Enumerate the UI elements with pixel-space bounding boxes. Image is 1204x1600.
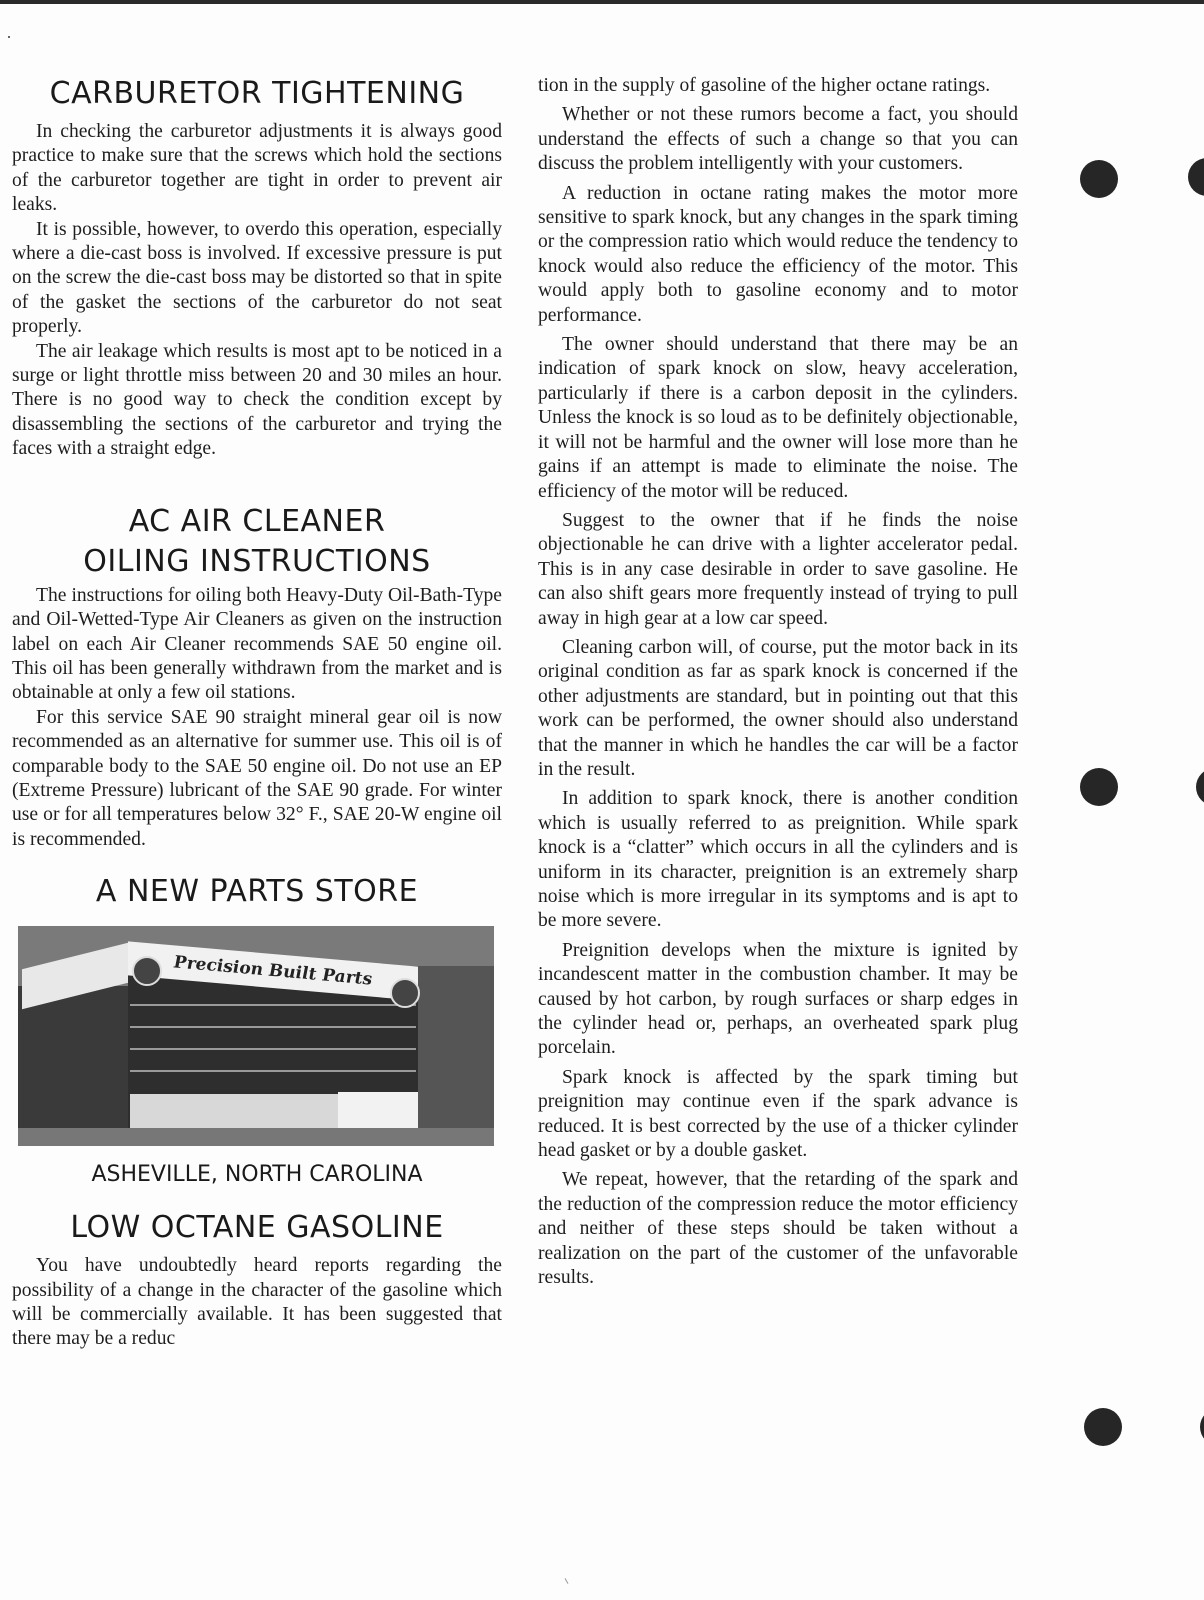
paragraph: Suggest to the owner that if he finds the noise objectionable he can drive with a lighter accelerator pedal. This is in any case desirable in order to save gasoline. He can also shift gears more frequently instead of trying to pull away in high gear at a low car speed. bbox=[538, 509, 1018, 629]
paragraph: The air leakage which results is most apt to be noticed in a surge or light throttle miss between 20 and 30 miles an hour. There is no good way to check the condition except by disassembling the sections of the carburetor and trying the faces with a straight edge. bbox=[12, 340, 502, 460]
photo-shelf bbox=[130, 1048, 416, 1050]
binder-hole-icon bbox=[1080, 768, 1118, 806]
paragraph: Spark knock is affected by the spark timing but preignition may continue even if the spark advance is reduced. It is best corrected by the use of a thicker cylinder head gasket or by a double gasket. bbox=[538, 1066, 1018, 1162]
binder-hole-edge-icon bbox=[1196, 768, 1204, 806]
binder-hole-edge-icon bbox=[1200, 1408, 1204, 1446]
paragraph: A reduction in octane rating makes the motor more sensitive to spark knock, but any changes in the spark timing or the compression ratio which would reduce the tendency to knock would also reduce the efficiency of the motor. This would apply both to gasoline economy and to motor performance. bbox=[538, 182, 1018, 326]
photo-caption: ASHEVILLE, NORTH CAROLINA bbox=[91, 1162, 423, 1188]
parts-store-photo bbox=[18, 926, 494, 1146]
photo-shelf bbox=[130, 1026, 416, 1028]
paragraph: The instructions for oiling both Heavy-Duty Oil-Bath-Type and Oil-Wetted-Type Air Cleaners as given on the instruction label on each Air Cleaner recommends SAE 50 engine oil. This oil has been generally withdrawn from the market and is obtainable at only a few oil stations. bbox=[12, 584, 502, 704]
heading-line-1: AC AIR CLEANER bbox=[128, 503, 386, 539]
heading-ac-air-cleaner bbox=[12, 502, 502, 582]
section-carburetor-tightening bbox=[12, 74, 502, 462]
photo-booth-side bbox=[18, 986, 128, 1136]
scan-speck bbox=[8, 36, 10, 38]
right-column bbox=[538, 74, 1018, 1296]
photo-sign: Precision Built Parts bbox=[128, 941, 418, 1000]
paragraph: We repeat, however, that the retarding of the spark and the reduction of the compression reduce the motor efficiency and neither of these steps should be taken without a realization on the part of the customer of the unfavorable results. bbox=[538, 1169, 1018, 1289]
heading-new-parts-store: A NEW PARTS STORE bbox=[95, 874, 419, 910]
heading-carburetor-tightening: CARBURETOR TIGHTENING bbox=[49, 76, 465, 111]
page-top-edge bbox=[0, 0, 1204, 4]
paragraph: The owner should understand that there may be an indication of spark knock on slow, heavy acceleration, particularly if there is a carbon deposit in the cylinders. Unless the knock is so loud as to be definitely objectionable, it will not be harmful and the owner will lose more than he gains if an attempt is made to eliminate the noise. The efficiency of the motor will be reduced. bbox=[538, 334, 1018, 502]
photo-shelf bbox=[130, 1070, 416, 1072]
globe-emblem-icon bbox=[132, 956, 162, 986]
paragraph: For this service SAE 90 straight mineral gear oil is now recommended as an alternative for summer use. This oil is of comparable body to the SAE 50 engine oil. Do not use an EP (Extreme Pressure) lubricant of the SAE 90 grade. For winter use or for all temperatures below 32° F., SAE 20-W engine oil is recommended. bbox=[12, 706, 502, 850]
section-low-octane-gasoline bbox=[12, 1208, 502, 1352]
paragraph-continuation: tion in the supply of gasoline of the higher octane ratings. bbox=[538, 75, 991, 96]
paragraph: Preignition develops when the mixture is ignited by incandescent matter in the combustion chamber. It may be caused by hot carbon, by rough surfaces or sharp edges in the cylinder head or, perhaps, an overheated spark plug porcelain. bbox=[538, 939, 1018, 1059]
paragraph: You have undoubtedly heard reports regarding the possibility of a change in the character of the gasoline which will be commercially available. It has been suggested that there may be a reduc bbox=[12, 1255, 502, 1350]
binder-hole-icon bbox=[1084, 1408, 1122, 1446]
section-ac-air-cleaner bbox=[12, 502, 502, 852]
photo-counter-light bbox=[338, 1092, 418, 1128]
paragraph: In addition to spark knock, there is another condition which is usually referred to as preignition. While spark knock is a “clatter” which occurs in all the cylinders and is uniform in its character, preignition is an extremely sharp noise which is more irregular in its symptoms and is apt to be more severe. bbox=[538, 788, 1018, 932]
binder-hole-icon bbox=[1080, 160, 1118, 198]
photo-floor bbox=[18, 1128, 494, 1146]
scan-mark bbox=[565, 1578, 569, 1584]
heading-low-octane-gasoline: LOW OCTANE GASOLINE bbox=[70, 1210, 444, 1246]
paragraph: Cleaning carbon will, of course, put the motor back in its original condition as far as spark knock is concerned if the other adjustments are standard, but in pointing out that this work can be performed, the owner should also understand that the manner in which he handles the car will be a factor in the result. bbox=[538, 636, 1018, 780]
paragraph: It is possible, however, to overdo this operation, especially where a die-cast boss is involved. If excessive pressure is put on the screw the die-cast boss may be distorted so that in spite of the gasket the sections of the carburetor do not seat properly. bbox=[12, 218, 502, 338]
paragraph: Whether or not these rumors become a fact, you should understand the effects of such a change so that you can discuss the problem intelligently with your customers. bbox=[538, 104, 1018, 175]
binder-hole-edge-icon bbox=[1188, 158, 1204, 196]
section-new-parts-store bbox=[12, 872, 502, 1190]
left-column bbox=[12, 74, 502, 1352]
photo-shelf bbox=[130, 1004, 416, 1006]
heading-line-2: OILING INSTRUCTIONS bbox=[83, 543, 431, 579]
paragraph: In checking the carburetor adjustments it is always good practice to make sure that the screws which hold the sections of the carburetor together are tight in order to prevent air leaks. bbox=[12, 121, 502, 216]
globe-emblem-icon bbox=[390, 978, 420, 1008]
